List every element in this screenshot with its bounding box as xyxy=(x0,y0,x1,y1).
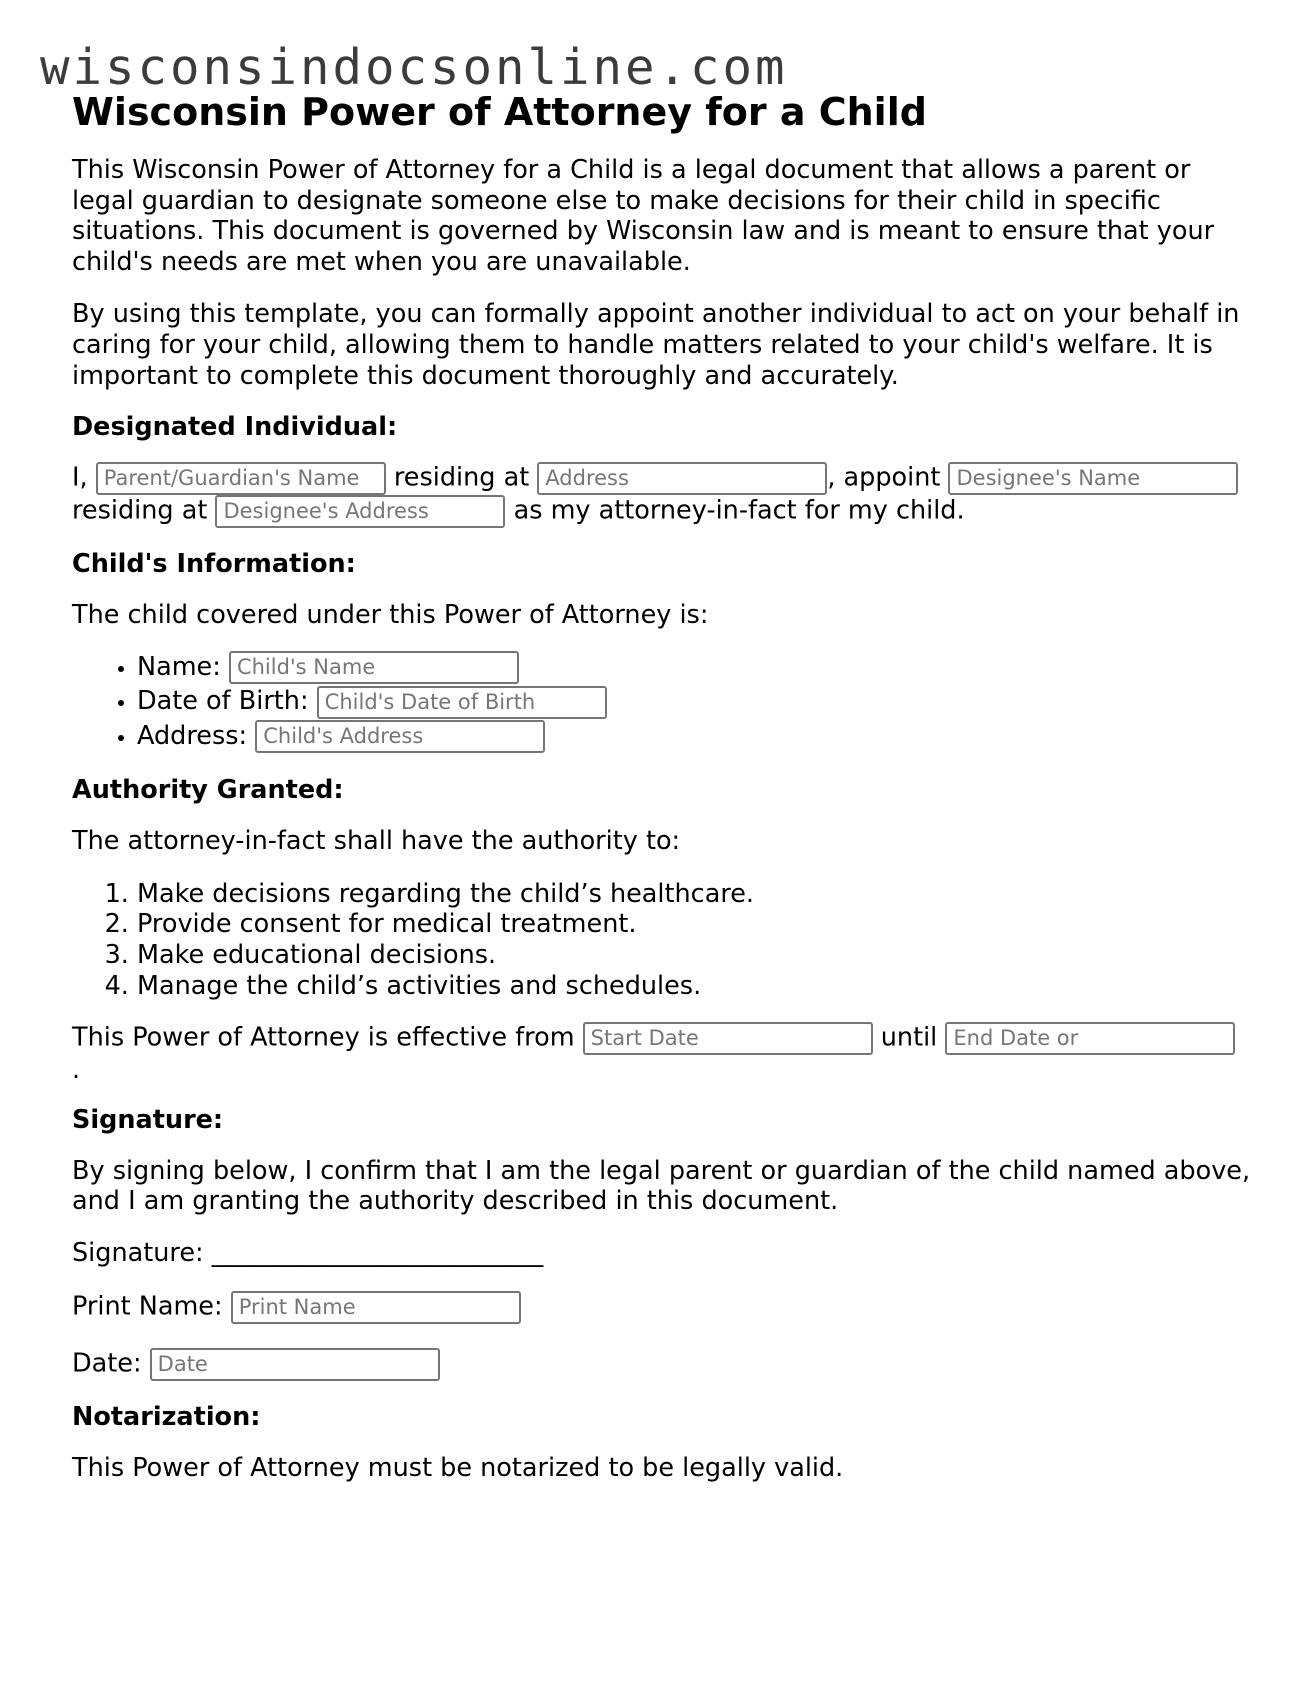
child-name-field[interactable]: Child's Name xyxy=(229,651,519,684)
child-info-list xyxy=(72,650,1252,754)
designee-name-field[interactable]: Designee's Name xyxy=(948,462,1238,495)
text-residing-at: residing at xyxy=(393,462,530,493)
designated-heading: Designated Individual: xyxy=(72,412,398,443)
list-item xyxy=(137,650,1252,685)
site-watermark: wisconsindocsonline.com xyxy=(40,39,788,96)
until-text: until xyxy=(880,1022,938,1053)
signature-heading: Signature: xyxy=(72,1104,224,1135)
date-field[interactable]: Date xyxy=(150,1348,440,1381)
print-name-field[interactable]: Print Name xyxy=(231,1291,521,1324)
text-attorney-in-fact: as my attorney-in-fact for my child. xyxy=(513,495,965,526)
document-body xyxy=(72,88,1252,1483)
parent-name-field[interactable]: Parent/Guardian's Name xyxy=(96,462,386,495)
child-address-label: Address: xyxy=(137,720,248,751)
print-name-label: Print Name: xyxy=(72,1291,223,1322)
signature-statement: By signing below, I confirm that I am the legal parent or guardian of the child named above, and I am granting the authority described in this document. xyxy=(72,1155,1251,1217)
start-date-field[interactable]: Start Date xyxy=(583,1022,873,1055)
intro-paragraph-1: This Wisconsin Power of Attorney for a Child is a legal document that allows a parent or legal guardian to designate someone else to make decisions for their child in specific situations. This document is governed by Wisconsin law and is meant to ensure that your child's needs are met when you are unavailable. xyxy=(72,155,1215,277)
effective-period xyxy=(72,1022,1252,1086)
effective-from-text: This Power of Attorney is effective from xyxy=(72,1022,575,1053)
child-dob-field[interactable]: Child's Date of Birth xyxy=(317,686,607,719)
notarization-text: This Power of Attorney must be notarized to be legally valid. xyxy=(72,1452,844,1483)
list-item: 1. Make decisions regarding the child’s healthcare. xyxy=(137,879,1252,910)
date-label: Date: xyxy=(72,1348,142,1379)
page-title: Wisconsin Power of Attorney for a Child xyxy=(72,90,927,134)
authority-list xyxy=(72,879,1252,1001)
child-dob-label: Date of Birth: xyxy=(137,686,309,717)
text-i: I, xyxy=(72,462,88,493)
intro-paragraph-2: By using this template, you can formally appoint another individual to act on your behalf in caring for your child, allowing them to handle matters related to your child's welfare. It is important to complete this document thoroughly and accurately. xyxy=(72,299,1240,391)
designee-address-field[interactable]: Designee's Address xyxy=(215,495,505,528)
list-item xyxy=(137,719,1252,754)
list-item xyxy=(137,684,1252,719)
date-row xyxy=(72,1348,1252,1381)
authority-heading: Authority Granted: xyxy=(72,775,344,806)
list-item: 2. Provide consent for medical treatment. xyxy=(137,909,1252,940)
list-item: 4. Manage the child’s activities and schedules. xyxy=(137,971,1252,1002)
child-address-field[interactable]: Child's Address xyxy=(255,720,545,753)
child-name-label: Name: xyxy=(137,651,221,682)
text-residing-at-2: residing at xyxy=(72,495,208,526)
signature-line[interactable]: __________________________ xyxy=(211,1238,544,1268)
child-info-heading: Child's Information: xyxy=(72,549,356,580)
designation-statement xyxy=(72,462,1252,528)
signature-line-row xyxy=(72,1238,1252,1269)
print-name-row xyxy=(72,1291,1252,1324)
authority-intro: The attorney-in-fact shall have the authority to: xyxy=(72,826,681,857)
text-appoint: , appoint xyxy=(827,462,941,493)
end-date-field[interactable]: End Date or xyxy=(945,1022,1235,1055)
list-item: 3. Make educational decisions. xyxy=(137,940,1252,971)
signature-label: Signature: xyxy=(72,1238,204,1268)
child-info-intro: The child covered under this Power of Attorney is: xyxy=(72,600,709,631)
notarization-heading: Notarization: xyxy=(72,1401,261,1432)
parent-address-field[interactable]: Address xyxy=(537,462,827,495)
period-mark: . xyxy=(72,1055,81,1086)
